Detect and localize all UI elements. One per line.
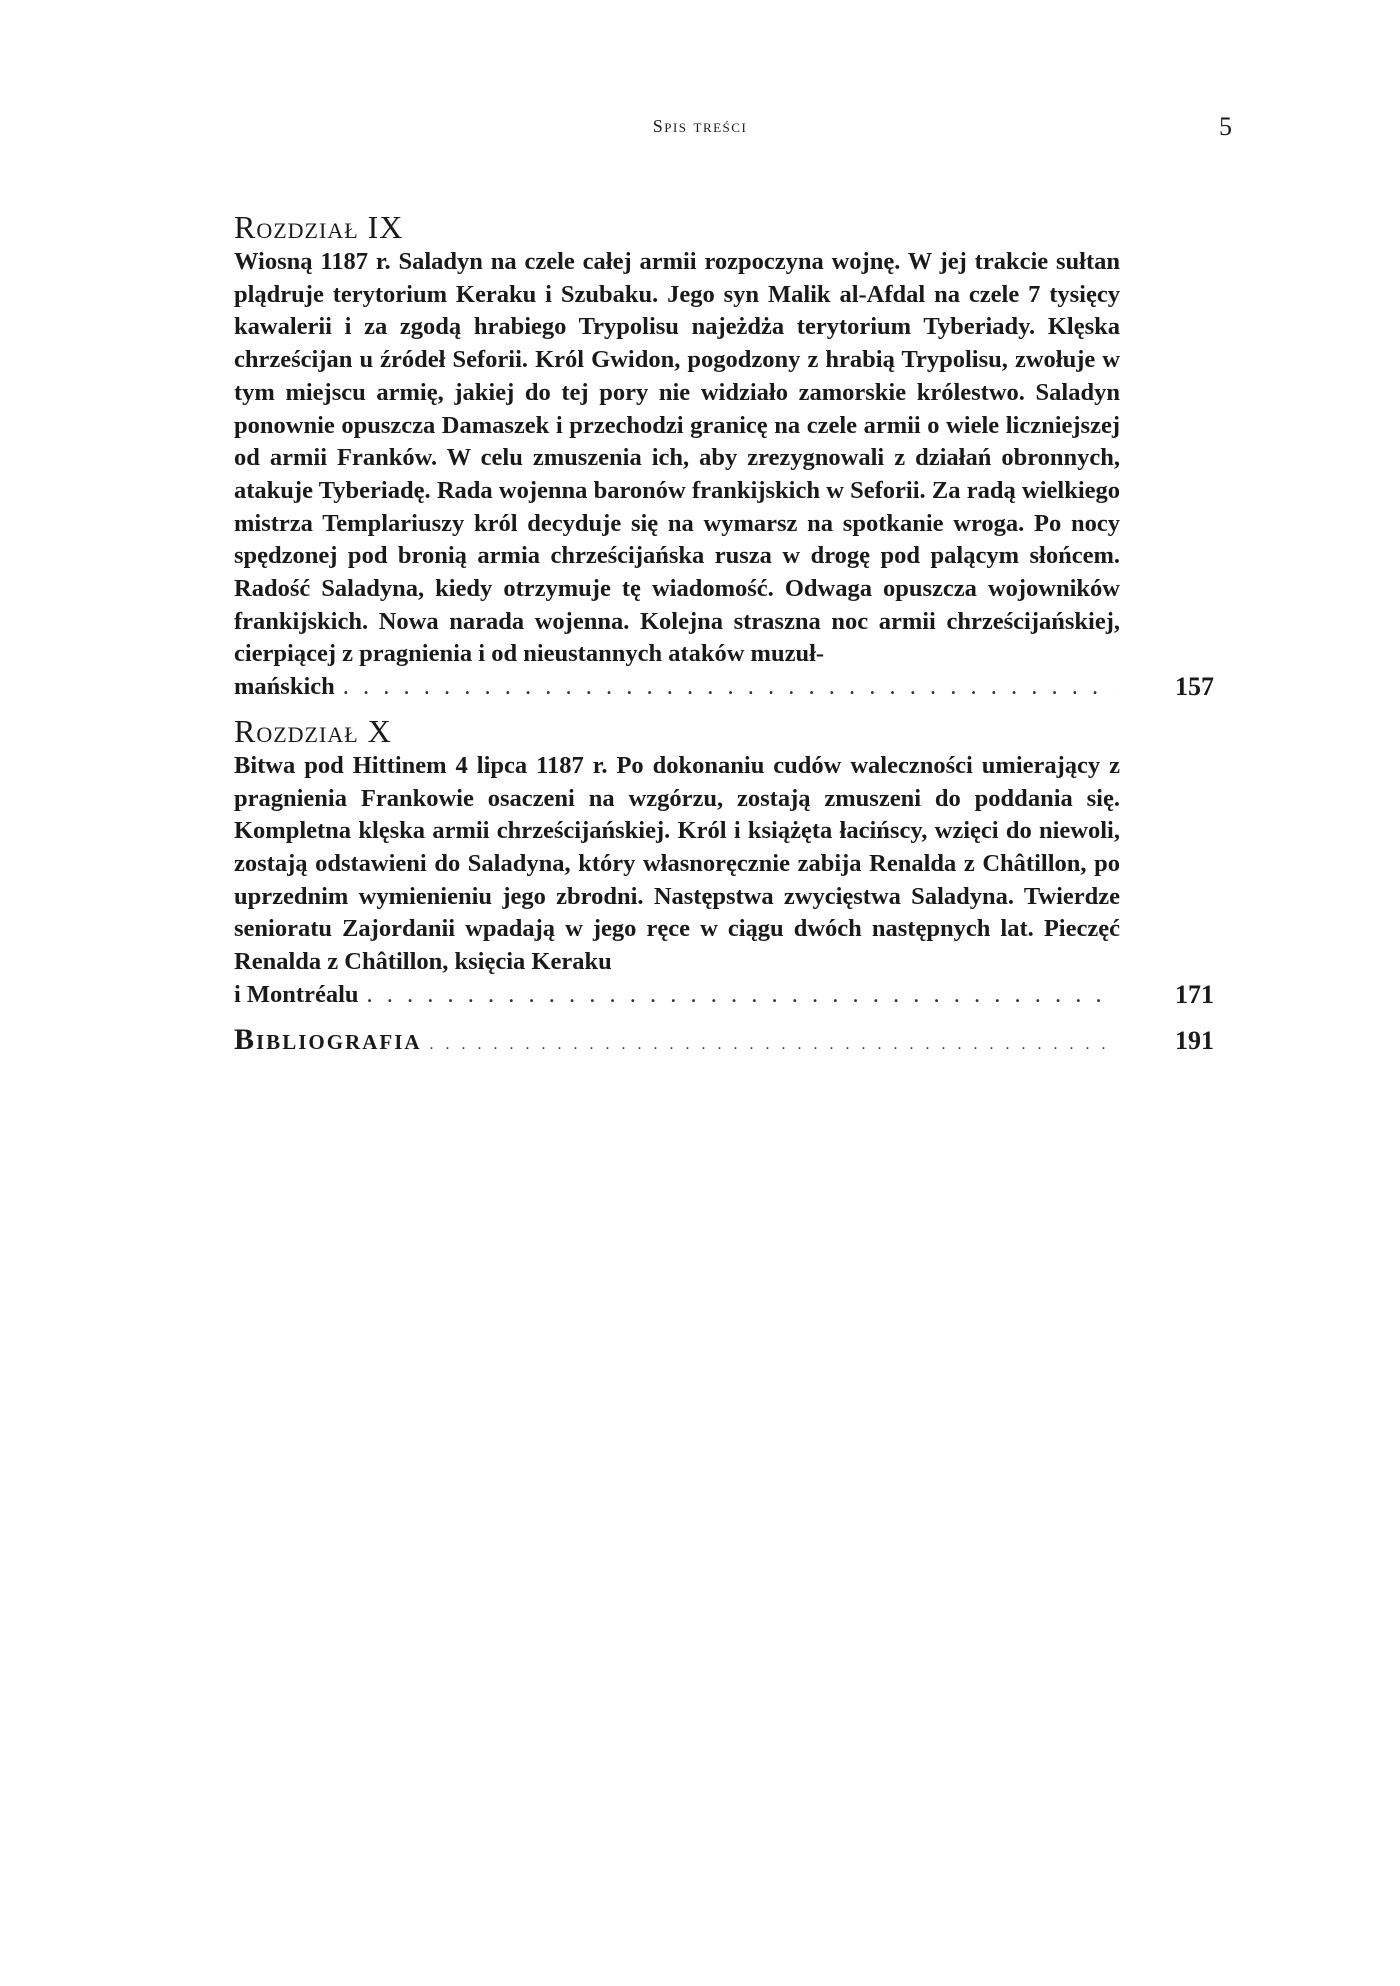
- chapter-summary: [234, 246, 1120, 671]
- chapter-summary-tail: mańskich: [234, 673, 335, 701]
- table-of-contents: [234, 208, 1214, 1058]
- toc-entry-bibliography[interactable]: [234, 1023, 1214, 1058]
- chapter-summary-tail: i Montréalu: [234, 980, 359, 1008]
- running-head: Spis treści: [652, 116, 748, 136]
- toc-entry-chapter-9[interactable]: [234, 208, 1214, 704]
- chapter-page-number: 157: [1175, 672, 1214, 702]
- chapter-summary-text: Wiosną 1187 r. Saladyn na czele całej armii rozpoczyna wojnę. W jej trakcie sułtan plądruje terytorium Keraku i Szubaku. Jego syn Malik al-Afdal na czele 7 tysięcy kawalerii i za zgodą hrabiego Trypolisu najeżdża terytorium Tyberiady. Klęska chrześcijan u źródeł Seforii. Król Gwidon, pogodzony z hrabią Trypolisu, zwołuje w tym miejscu armię, jakiej do tej pory nie widziało zamorskie królestwo. Saladyn ponownie opuszcza Damaszek i przechodzi granicę na czele armii o wiele liczniejszej od armii Franków. W celu zmuszenia ich, aby zrezygnowali z działań obronnych, atakuje Tyberiadę. Rada wojenna baronów frankijskich w Seforii. Za radą wielkiego mistrza Templariuszy król decyduje się na wymarsz na spotkanie wroga. Po nocy spędzonej pod bronią armia chrześcijańska rusza w drogę pod palącym słońcem. Radość Saladyna, kiedy otrzymuje tę wiadomość. Odwaga opuszcza wojowników frankijskich. Nowa narada wojenna. Kolejna straszna noc armii chrześcijańskiej, cierpiącej z pragnienia i od nieustannych ataków muzuł-: [234, 248, 1120, 668]
- bibliography-heading: Bibliografia: [234, 1023, 422, 1057]
- toc-entry-chapter-10[interactable]: [234, 712, 1214, 1012]
- chapter-summary-text: Bitwa pod Hittinem 4 lipca 1187 r. Po dokonaniu cudów waleczności umierający z pragnienia Frankowie osaczeni na wzgórzu, zostają zmuszeni do poddania się. Kompletna klęska armii chrześcijańskiej. Król i książęta łacińscy, wzięci do niewoli, zostają odstawieni do Saladyna, który własnoręcznie zabija Renalda z Châtillon, po uprzednim wymienieniu jego zbrodni. Następstwa zwycięstwa Saladyna. Twierdze senioratu Zajordanii wpadają w jego ręce w ciągu dwóch następnych lat. Pieczęć Renalda z Châtillon, księcia Keraku: [234, 751, 1120, 976]
- bibliography-page-number: 191: [1175, 1026, 1214, 1056]
- chapter-heading: Rozdział X: [234, 712, 392, 749]
- dot-leader: [367, 979, 1114, 1012]
- dot-leader: [430, 1036, 1114, 1054]
- chapter-page-number: 171: [1175, 979, 1214, 1009]
- dot-leader: [343, 671, 1114, 704]
- chapter-heading: Rozdział IX: [234, 209, 404, 245]
- page-number: 5: [1219, 112, 1232, 141]
- chapter-summary: [234, 750, 1120, 979]
